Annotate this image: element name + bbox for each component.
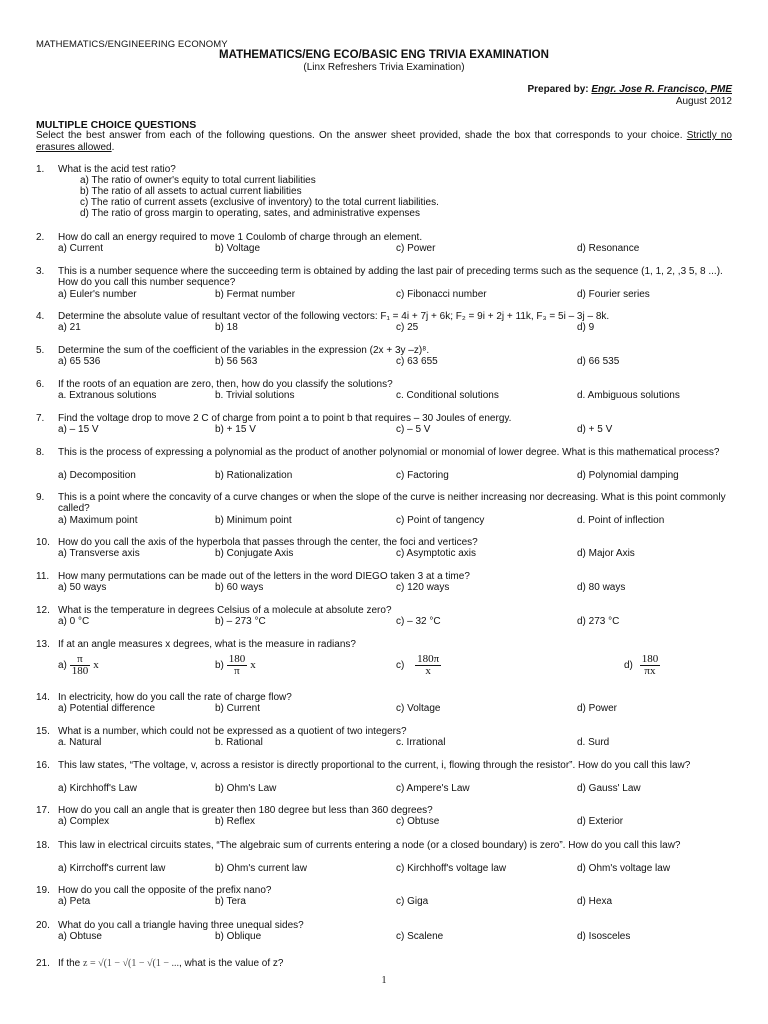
option-c[interactable]: c) Giga — [396, 896, 429, 907]
option-row — [58, 931, 736, 942]
option-c[interactable]: c) 25 — [396, 322, 419, 333]
option-a[interactable]: a) Euler's number — [58, 289, 137, 300]
option-a[interactable]: a. Natural — [58, 737, 102, 748]
numerator: π — [77, 653, 83, 665]
option-d[interactable]: d) Fourier series — [577, 289, 650, 300]
option-b[interactable]: b) + 15 V — [215, 424, 256, 435]
option-d[interactable]: d) Exterior — [577, 816, 624, 827]
question-text: This law states, “The voltage, v, across a resistor is directly proportional to the current, i, flowing through the resistor”. How do you call this law? — [58, 760, 691, 771]
question-number: 6. — [36, 379, 45, 390]
denominator: 180 — [71, 665, 89, 677]
text-before: If the — [58, 958, 81, 969]
option-row — [58, 783, 736, 794]
option-c[interactable]: c) – 32 °C — [396, 616, 441, 627]
option-c[interactable]: c) The ratio of current assets (exclusive of inventory) to the total current liabilities. — [80, 197, 439, 208]
option-row — [58, 390, 736, 401]
option-d[interactable]: d) Major Axis — [577, 548, 635, 559]
option-b[interactable]: b) – 273 °C — [215, 616, 266, 627]
option-c[interactable]: c. Conditional solutions — [396, 390, 499, 401]
option-d[interactable]: d) 9 — [577, 322, 595, 333]
option-c[interactable]: c. Irrational — [396, 737, 446, 748]
question-number: 14. — [36, 692, 50, 703]
option-b[interactable] — [215, 654, 256, 677]
option-a[interactable] — [58, 654, 99, 677]
question-number: 21. — [36, 958, 50, 969]
question-number: 7. — [36, 413, 45, 424]
denominator: π — [227, 665, 248, 677]
fraction — [415, 654, 441, 677]
question-text: If at an angle measures x degrees, what is the measure in radians? — [58, 639, 356, 650]
question-number: 2. — [36, 232, 45, 243]
option-b[interactable]: b) Fermat number — [215, 289, 296, 300]
nested-radical-expression: z = √(1 − √(1 − √(1 − ... — [83, 958, 179, 969]
numerator: 180 — [641, 653, 659, 665]
option-row — [58, 515, 736, 526]
option-row — [58, 289, 736, 300]
question-number: 3. — [36, 266, 45, 277]
question-number: 4. — [36, 311, 45, 322]
prepared-label: Prepared by: — [527, 84, 589, 95]
question-number: 10. — [36, 537, 50, 548]
option-d[interactable]: d) + 5 V — [577, 424, 613, 435]
option-a[interactable]: a) The ratio of owner's equity to total current liabilities — [80, 175, 316, 186]
option-d[interactable]: d) Gauss' Law — [577, 783, 641, 794]
option-b[interactable]: b) Voltage — [215, 243, 261, 254]
question-text: What is the temperature in degrees Celsius of a molecule at absolute zero? — [58, 605, 392, 616]
fraction — [227, 654, 248, 677]
option-row — [58, 863, 736, 874]
question-text: If the roots of an equation are zero, then, how do you classify the solutions? — [58, 379, 393, 390]
option-b[interactable]: b) Ohm's current law — [215, 863, 307, 874]
option-row — [58, 582, 736, 593]
option-b[interactable]: b) The ratio of all assets to actual current liabilities — [80, 186, 302, 197]
question-number: 11. — [36, 571, 50, 582]
fraction — [70, 654, 91, 677]
exam-title: MATHEMATICS/ENG ECO/BASIC ENG TRIVIA EXAMINATION — [219, 49, 549, 61]
option-d[interactable]: d) Isosceles — [577, 931, 631, 942]
option-d[interactable]: d) Polynomial damping — [577, 470, 679, 481]
option-d[interactable]: d) Hexa — [577, 896, 613, 907]
option-d[interactable]: d) Power — [577, 703, 618, 714]
question-number: 17. — [36, 805, 50, 816]
option-a[interactable]: a) Transverse axis — [58, 548, 140, 559]
option-d[interactable]: d. Ambiguous solutions — [577, 390, 680, 401]
question-number: 19. — [36, 885, 50, 896]
option-c[interactable]: c) Voltage — [396, 703, 441, 714]
option-row — [58, 548, 736, 559]
question-number: 8. — [36, 447, 45, 458]
option-c[interactable]: c) Power — [396, 243, 436, 254]
option-a[interactable]: a) 50 ways — [58, 582, 107, 593]
option-b[interactable]: b. Rational — [215, 737, 263, 748]
author-name: Engr. Jose R. Francisco, PME — [591, 84, 732, 95]
option-a[interactable]: a) Potential difference — [58, 703, 156, 714]
option-a[interactable]: a) Complex — [58, 816, 110, 827]
question-text: How do you call the opposite of the prefix nano? — [58, 885, 272, 896]
option-c[interactable]: c) Kirchhoff's voltage law — [396, 863, 507, 874]
option-d[interactable]: d) 273 °C — [577, 616, 620, 627]
option-label: d) — [624, 660, 633, 671]
option-a[interactable]: a) – 15 V — [58, 424, 99, 435]
variable: x — [93, 659, 99, 671]
option-a[interactable]: a) Obtuse — [58, 931, 102, 942]
question-number: 5. — [36, 345, 45, 356]
option-c[interactable]: c) Scalene — [396, 931, 444, 942]
option-row — [58, 816, 736, 827]
option-c[interactable]: c) Obtuse — [396, 816, 440, 827]
question-text: What do you call a triangle having three unequal sides? — [58, 920, 304, 931]
option-c[interactable] — [396, 654, 441, 677]
option-label: b) — [215, 660, 224, 671]
option-a[interactable]: a) 21 — [58, 322, 81, 333]
option-a[interactable]: a) 0 °C — [58, 616, 90, 627]
option-list — [58, 175, 439, 219]
option-d[interactable]: d) 66 535 — [577, 356, 620, 367]
denominator: πx — [640, 665, 661, 677]
option-b[interactable]: b) Tera — [215, 896, 246, 907]
question-text: What is the acid test ratio? — [58, 164, 176, 175]
option-b[interactable]: b) Conjugate Axis — [215, 548, 294, 559]
text-after: , what is the value of z? — [178, 958, 284, 969]
question-number: 20. — [36, 920, 50, 931]
option-c[interactable]: c) Ampere's Law — [396, 783, 470, 794]
numerator: 180π — [417, 653, 440, 665]
option-c[interactable]: c) Asymptotic axis — [396, 548, 477, 559]
variable: x — [250, 659, 256, 671]
option-d[interactable]: d) 80 ways — [577, 582, 626, 593]
option-b[interactable]: b) 56 563 — [215, 356, 258, 367]
option-b[interactable]: b) Current — [215, 703, 261, 714]
option-d[interactable]: d) Ohm's voltage law — [577, 863, 671, 874]
option-b[interactable]: b) Rationalization — [215, 470, 293, 481]
option-d[interactable]: d. Surd — [577, 737, 610, 748]
option-d[interactable]: d. Point of inflection — [577, 515, 665, 526]
option-d[interactable] — [624, 654, 660, 677]
option-label: c) — [396, 660, 405, 671]
option-b[interactable]: b) Reflex — [215, 816, 256, 827]
option-row — [58, 322, 736, 333]
question-number: 15. — [36, 726, 50, 737]
option-label: a) — [58, 660, 67, 671]
page-number: 1 — [381, 975, 387, 986]
option-b[interactable]: b) 60 ways — [215, 582, 264, 593]
option-a[interactable]: a) Kirrchoff's current law — [58, 863, 166, 874]
option-row — [58, 424, 736, 435]
option-b[interactable]: b. Trivial solutions — [215, 390, 295, 401]
question-text: This is a number sequence where the succeeding term is obtained by adding the last pair of preceding terms such as the sequence (1, 1, 2, ,3 5, 8 ...). How do you call this number sequence? — [58, 266, 723, 288]
question-text: How do you call an angle that is greater then 180 degree but less than 360 degrees? — [58, 805, 433, 816]
option-row — [58, 470, 736, 481]
option-row — [58, 243, 736, 254]
question-text: This is the process of expressing a polynomial as the product of another polynomial or monomial of lower degree. What is this mathematical process? — [58, 447, 720, 458]
question-number: 18. — [36, 840, 50, 851]
question-text: How do you call the axis of the hyperbola that passes through the center, the foci and vertices? — [58, 537, 478, 548]
denominator: x — [415, 665, 441, 677]
option-c[interactable]: c) 120 ways — [396, 582, 450, 593]
option-a[interactable]: a. Extranous solutions — [58, 390, 157, 401]
option-a[interactable]: a) 65 536 — [58, 356, 101, 367]
numerator: 180 — [228, 653, 246, 665]
question-number: 16. — [36, 760, 50, 771]
section-title: MULTIPLE CHOICE QUESTIONS — [36, 119, 197, 131]
option-b[interactable]: b) 18 — [215, 322, 238, 333]
question-number: 1. — [36, 164, 45, 175]
question-number: 12. — [36, 605, 50, 616]
question-text: What is a number, which could not be expressed as a quotient of two integers? — [58, 726, 407, 737]
option-b[interactable]: b) Minimum point — [215, 515, 292, 526]
question-text: Determine the sum of the coefficient of the variables in the expression (2x + 3y –z)⁸. — [58, 345, 430, 356]
option-c[interactable]: c) Factoring — [396, 470, 449, 481]
option-d[interactable]: d) Resonance — [577, 243, 640, 254]
option-a[interactable]: a) Current — [58, 243, 104, 254]
instructions-text: Select the best answer from each of the following questions. On the answer sheet provided, shade the box that corresponds to your choice. — [36, 130, 683, 141]
option-b[interactable]: b) Oblique — [215, 931, 262, 942]
option-c[interactable]: c) Point of tangency — [396, 515, 485, 526]
option-a[interactable]: a) Decomposition — [58, 470, 136, 481]
option-d[interactable]: d) The ratio of gross margin to operating, sates, and administrative expenses — [80, 208, 420, 219]
question-text: This law in electrical circuits states, “The algebraic sum of currents entering a node (or a closed boundary) is zero”. How do you call this law? — [58, 840, 681, 851]
prepared-by — [527, 84, 732, 95]
option-c[interactable]: c) – 5 V — [396, 424, 431, 435]
exam-date: August 2012 — [675, 96, 732, 107]
option-b[interactable]: b) Ohm's Law — [215, 783, 277, 794]
course-header: MATHEMATICS/ENGINEERING ECONOMY — [36, 39, 228, 50]
option-row — [58, 737, 736, 748]
question-text: Find the voltage drop to move 2 C of charge from point a to point b that requires – 30 Joules of energy. — [58, 413, 512, 424]
option-row — [58, 356, 736, 367]
option-c[interactable]: c) 63 655 — [396, 356, 438, 367]
option-row — [58, 616, 736, 627]
option-row — [58, 896, 736, 907]
question-text — [58, 958, 736, 969]
no-erasures-note: Strictly no erasures allowed — [36, 130, 732, 153]
instructions: Select the best answer from each of the following questions. On the answer sheet provided, shade the box that corresponds to your choice. Strictly no erasures allowed. — [36, 130, 732, 153]
question-text: Determine the absolute value of resultant vector of the following vectors: F₁ = 4i + 7j + 6k; F₂ = 9i + 2j + 11k, F₃ = 5i – 3j – 8k. — [58, 311, 610, 322]
option-row — [58, 654, 736, 684]
option-row — [58, 703, 736, 714]
option-a[interactable]: a) Peta — [58, 896, 91, 907]
question-text: This is a point where the concavity of a curve changes or when the slope of the curve is neither increasing nor decreasing. What is this point commonly called? — [58, 492, 726, 514]
fraction — [640, 654, 661, 677]
question-number: 9. — [36, 492, 45, 503]
option-c[interactable]: c) Fibonacci number — [396, 289, 487, 300]
option-a[interactable]: a) Maximum point — [58, 515, 138, 526]
question-number: 13. — [36, 639, 50, 650]
question-text: How many permutations can be made out of the letters in the word DIEGO taken 3 at a time? — [58, 571, 470, 582]
question-text: How do call an energy required to move 1 Coulomb of charge through an element. — [58, 232, 423, 243]
option-a[interactable]: a) Kirchhoff's Law — [58, 783, 137, 794]
exam-subtitle: (Linx Refreshers Trivia Examination) — [303, 62, 465, 73]
question-text: In electricity, how do you call the rate of charge flow? — [58, 692, 292, 703]
